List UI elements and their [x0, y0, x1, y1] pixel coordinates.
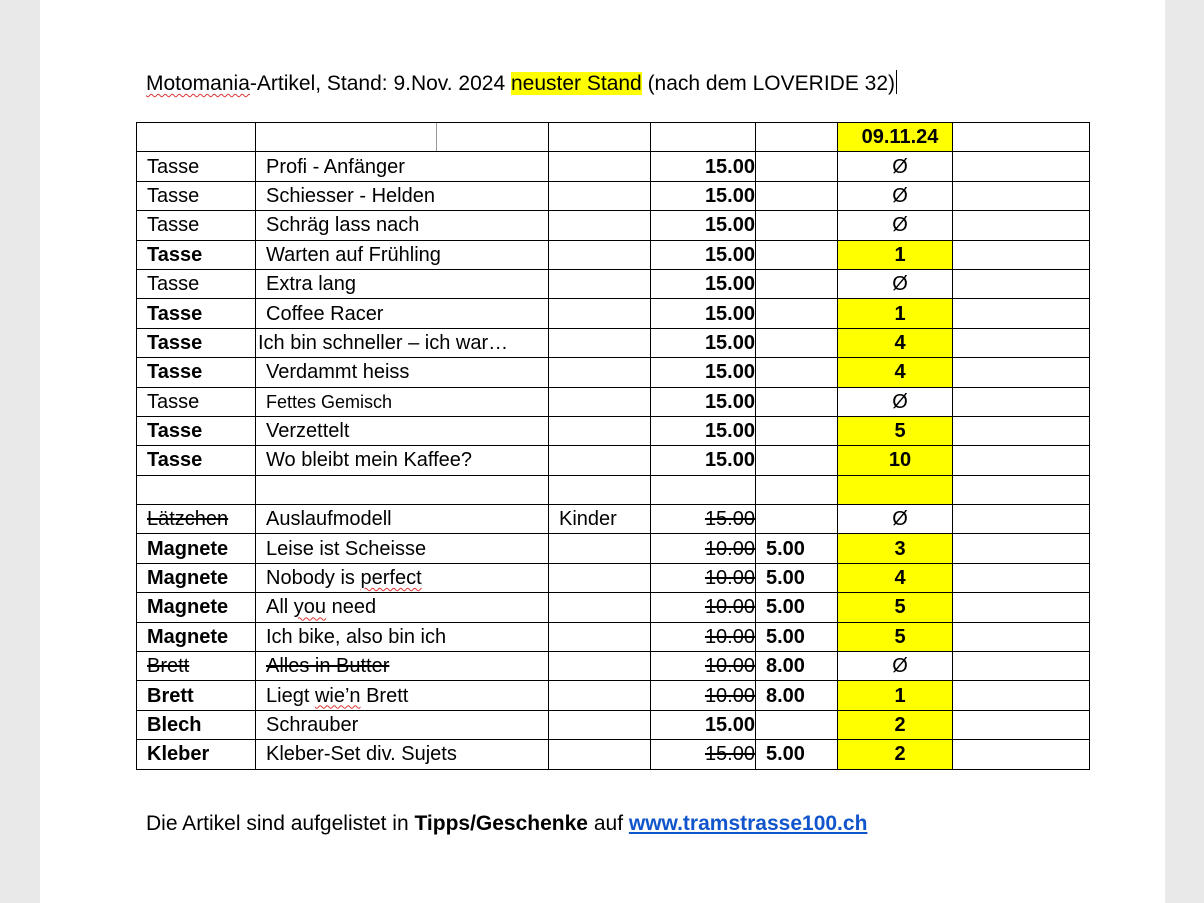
cell-extra	[953, 299, 1090, 328]
cell-extra	[953, 593, 1090, 622]
table-row	[137, 240, 1090, 269]
table-row	[137, 446, 1090, 475]
cell-category	[549, 328, 651, 357]
cell-description: Leise ist Scheisse	[256, 534, 549, 563]
heading-rest: -Artikel, Stand: 9.Nov. 2024	[249, 72, 511, 95]
cell-extra	[953, 710, 1090, 739]
cell-description: Ich bin schneller – ich war…	[256, 328, 549, 357]
table-row	[137, 269, 1090, 298]
footer-note	[146, 812, 867, 836]
cell-new-price	[756, 416, 838, 445]
cell-description: Schiesser - Helden	[256, 181, 549, 210]
cell-stock: Ø	[838, 505, 953, 534]
cell-price: 15.00	[651, 299, 756, 328]
document-heading	[146, 70, 897, 96]
cell-category	[549, 652, 651, 681]
cell-stock: 3	[838, 534, 953, 563]
cell-article-type: Tasse	[137, 328, 256, 357]
cell-extra	[953, 505, 1090, 534]
table-row	[137, 358, 1090, 387]
cell-stock: Ø	[838, 211, 953, 240]
cell-article-type: Magnete	[137, 563, 256, 592]
cell-stock: Ø	[838, 181, 953, 210]
cell-article-type: Magnete	[137, 534, 256, 563]
header-cell-new-price	[756, 123, 838, 152]
cell-price: 10.00	[651, 622, 756, 651]
table-row	[137, 328, 1090, 357]
cell-price: 15.00	[651, 358, 756, 387]
cell-stock: 4	[838, 328, 953, 357]
cell-extra	[953, 740, 1090, 769]
cell-price: 15.00	[651, 211, 756, 240]
cell-stock: 1	[838, 240, 953, 269]
table-row	[137, 681, 1090, 710]
cell-description: Extra lang	[256, 269, 549, 298]
website-link[interactable]: www.tramstrasse100.ch	[628, 812, 868, 835]
cell-category	[549, 299, 651, 328]
cell-description: Wo bleibt mein Kaffee?	[256, 446, 549, 475]
cell-new-price: 5.00	[756, 563, 838, 592]
cell-new-price	[756, 240, 838, 269]
header-cell-price	[651, 123, 756, 152]
cell-category	[549, 622, 651, 651]
cell-new-price	[756, 446, 838, 475]
spellcheck-word: wie’n	[314, 684, 361, 707]
table-row	[137, 534, 1090, 563]
cell-new-price	[756, 505, 838, 534]
cell-stock: Ø	[838, 269, 953, 298]
table-row	[137, 475, 1090, 504]
cell-description	[256, 681, 549, 710]
cell-price: 15.00	[651, 328, 756, 357]
table-row	[137, 211, 1090, 240]
cell-article-type: Kleber	[137, 740, 256, 769]
cell-new-price	[756, 358, 838, 387]
table-row	[137, 652, 1090, 681]
cell-stock: 4	[838, 358, 953, 387]
cell-category	[549, 593, 651, 622]
cell-category	[549, 681, 651, 710]
cell-extra	[953, 387, 1090, 416]
cell-price: 15.00	[651, 269, 756, 298]
cell-extra	[953, 534, 1090, 563]
table-row	[137, 299, 1090, 328]
cell-price: 10.00	[651, 652, 756, 681]
cell-article-type: Brett	[137, 652, 256, 681]
cell-category	[549, 534, 651, 563]
cell-stock: 4	[838, 563, 953, 592]
cell-new-price: 5.00	[756, 534, 838, 563]
cell-extra	[953, 211, 1090, 240]
cell-description	[256, 563, 549, 592]
cell-article-type: Brett	[137, 681, 256, 710]
cell-description: Coffee Racer	[256, 299, 549, 328]
cell-extra	[953, 652, 1090, 681]
cell-article-type	[137, 475, 256, 504]
cell-price: 15.00	[651, 505, 756, 534]
cell-new-price	[756, 152, 838, 181]
cell-new-price	[756, 328, 838, 357]
cell-article-type: Tasse	[137, 358, 256, 387]
cell-article-type: Tasse	[137, 299, 256, 328]
table-row	[137, 622, 1090, 651]
cell-description: Auslaufmodell	[256, 505, 549, 534]
cell-extra	[953, 622, 1090, 651]
cell-category	[549, 475, 651, 504]
cell-description: Ich bike, also bin ich	[256, 622, 549, 651]
cell-extra	[953, 240, 1090, 269]
cell-description: Warten auf Frühling	[256, 240, 549, 269]
header-cell-type	[137, 123, 256, 152]
cell-article-type: Blech	[137, 710, 256, 739]
cell-description: Schrauber	[256, 710, 549, 739]
table-row	[137, 181, 1090, 210]
cell-price: 15.00	[651, 446, 756, 475]
cell-article-type: Tasse	[137, 240, 256, 269]
cell-new-price: 8.00	[756, 681, 838, 710]
cell-price: 15.00	[651, 416, 756, 445]
cell-extra	[953, 681, 1090, 710]
table-row	[137, 710, 1090, 739]
table-row	[137, 563, 1090, 592]
cell-stock: 2	[838, 710, 953, 739]
cell-extra	[953, 416, 1090, 445]
cell-category	[549, 152, 651, 181]
cell-new-price	[756, 387, 838, 416]
cell-price: 15.00	[651, 740, 756, 769]
cell-stock: 5	[838, 416, 953, 445]
cell-extra	[953, 328, 1090, 357]
header-date: 09.11.24	[838, 123, 953, 152]
table-row	[137, 593, 1090, 622]
cell-new-price	[756, 299, 838, 328]
cell-article-type: Magnete	[137, 622, 256, 651]
cell-description: Fettes Gemisch	[256, 387, 549, 416]
cell-description: Verzettelt	[256, 416, 549, 445]
cell-category	[549, 358, 651, 387]
desc-part: Nobody is	[266, 567, 361, 590]
cell-description: Alles in Butter	[256, 652, 549, 681]
spellcheck-word: you	[293, 596, 327, 619]
cell-new-price	[756, 181, 838, 210]
desc-part: need	[326, 596, 377, 619]
cell-extra	[953, 152, 1090, 181]
footer-prefix: Die Artikel sind aufgelistet in	[146, 812, 415, 835]
cell-price: 15.00	[651, 387, 756, 416]
table-row	[137, 416, 1090, 445]
cell-description: Profi - Anfänger	[256, 152, 549, 181]
cell-new-price	[756, 211, 838, 240]
spellcheck-word: perfect	[360, 567, 422, 590]
table-row	[137, 152, 1090, 181]
cell-article-type: Tasse	[137, 181, 256, 210]
cell-category	[549, 710, 651, 739]
cell-category	[549, 269, 651, 298]
cell-new-price: 8.00	[756, 652, 838, 681]
cell-new-price: 5.00	[756, 740, 838, 769]
table-row	[137, 740, 1090, 769]
cell-extra	[953, 269, 1090, 298]
header-cell-cat	[549, 123, 651, 152]
header-cell-desc	[256, 123, 549, 152]
cell-stock: 1	[838, 681, 953, 710]
footer-mid: auf	[588, 812, 629, 835]
cell-price	[651, 475, 756, 504]
cell-article-type: Magnete	[137, 593, 256, 622]
footer-bold: Tipps/Geschenke	[414, 812, 588, 835]
cell-category	[549, 446, 651, 475]
cell-price: 10.00	[651, 593, 756, 622]
cell-description: Schräg lass nach	[256, 211, 549, 240]
cell-price: 15.00	[651, 152, 756, 181]
cell-description	[256, 593, 549, 622]
cell-extra	[953, 475, 1090, 504]
cell-new-price: 5.00	[756, 593, 838, 622]
cell-category	[549, 211, 651, 240]
cell-extra	[953, 563, 1090, 592]
cell-category	[549, 387, 651, 416]
cell-description: Kleber-Set div. Sujets	[256, 740, 549, 769]
cell-stock: 5	[838, 593, 953, 622]
cell-stock	[838, 475, 953, 504]
cell-category	[549, 181, 651, 210]
cell-article-type: Tasse	[137, 416, 256, 445]
cell-price: 15.00	[651, 181, 756, 210]
cell-price: 10.00	[651, 563, 756, 592]
cell-stock: Ø	[838, 387, 953, 416]
heading-suffix: (nach dem LOVERIDE 32)	[641, 72, 896, 95]
cell-category	[549, 240, 651, 269]
cell-article-type: Tasse	[137, 211, 256, 240]
cell-price: 10.00	[651, 534, 756, 563]
cell-stock: Ø	[838, 152, 953, 181]
cell-stock: 2	[838, 740, 953, 769]
cell-article-type: Tasse	[137, 152, 256, 181]
desc-part: Liegt	[266, 684, 315, 707]
cell-new-price	[756, 475, 838, 504]
cell-description: Verdammt heiss	[256, 358, 549, 387]
cell-article-type: Tasse	[137, 269, 256, 298]
cell-stock: Ø	[838, 652, 953, 681]
cell-price: 15.00	[651, 710, 756, 739]
articles-table	[136, 122, 1090, 770]
heading-brand: Motomania	[146, 72, 250, 95]
table-row	[137, 387, 1090, 416]
heading-highlight: neuster Stand	[510, 72, 642, 95]
cell-category	[549, 563, 651, 592]
cell-new-price	[756, 269, 838, 298]
cell-category: Kinder	[549, 505, 651, 534]
cell-stock: 10	[838, 446, 953, 475]
cell-category	[549, 740, 651, 769]
table-header-row	[137, 123, 1090, 152]
text-cursor	[896, 70, 897, 94]
cell-stock: 5	[838, 622, 953, 651]
cell-extra	[953, 181, 1090, 210]
cell-article-type: Tasse	[137, 446, 256, 475]
header-split-line	[436, 123, 437, 151]
desc-part: Brett	[360, 684, 409, 707]
table-row	[137, 505, 1090, 534]
cell-article-type: Lätzchen	[137, 505, 256, 534]
desc-part: All	[266, 596, 294, 619]
cell-article-type: Tasse	[137, 387, 256, 416]
cell-price: 15.00	[651, 240, 756, 269]
cell-stock: 1	[838, 299, 953, 328]
header-cell-extra	[953, 123, 1090, 152]
cell-new-price	[756, 710, 838, 739]
cell-category	[549, 416, 651, 445]
cell-extra	[953, 446, 1090, 475]
cell-description	[256, 475, 549, 504]
cell-extra	[953, 358, 1090, 387]
cell-new-price: 5.00	[756, 622, 838, 651]
cell-price: 10.00	[651, 681, 756, 710]
